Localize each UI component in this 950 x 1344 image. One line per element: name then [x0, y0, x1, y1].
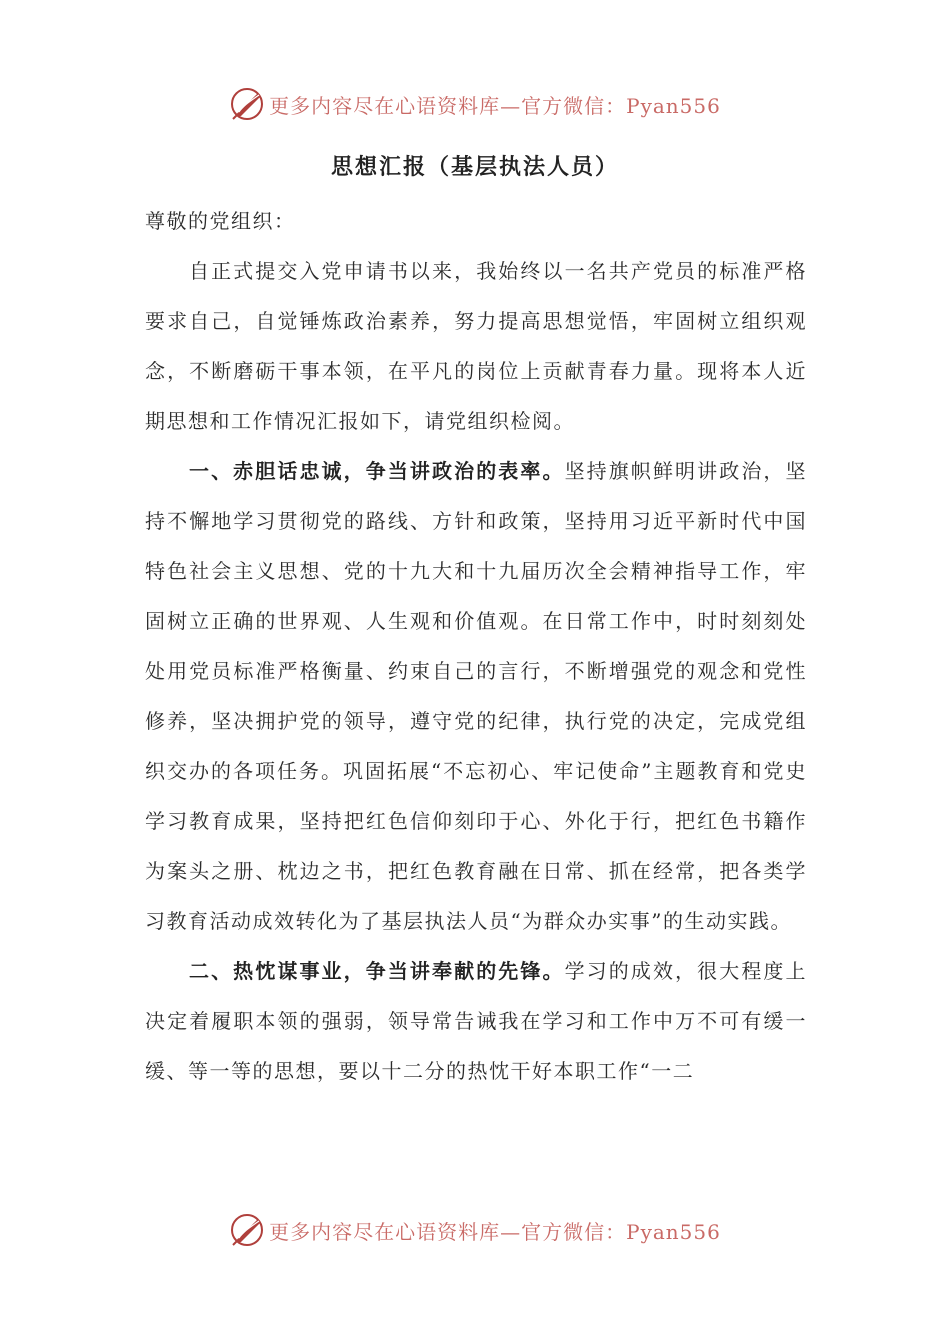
quill-logo-icon [229, 1212, 265, 1248]
banner-text: 更多内容尽在心语资料库—官方微信：Pyan556 [269, 93, 721, 118]
intro-paragraph: 自正式提交入党申请书以来，我始终以一名共产党员的标准严格要求自己，自觉锤炼政治素养，努力提高思想觉悟，牢固树立组织观念，不断磨砺干事本领，在平凡的岗位上贡献青春力量。现将本人近期思想和工作情况汇报如下，请党组织检阅。 [145, 259, 807, 433]
quill-logo-icon [229, 86, 265, 122]
page-title: 思想汇报（基层执法人员） [330, 154, 619, 180]
banner-text: 更多内容尽在心语资料库—官方微信：Pyan556 [269, 1219, 721, 1244]
section-1-paragraph [145, 446, 807, 946]
salutation: 尊敬的党组织： [145, 209, 296, 233]
section-1-heading: 一、赤胆话忠诚，争当讲政治的表率。 [189, 459, 565, 483]
document-body [145, 196, 807, 1096]
section-2-heading: 二、热忱谋事业，争当讲奉献的先锋。 [189, 959, 565, 983]
section-2-paragraph [145, 946, 807, 1096]
footer-banner [0, 1210, 950, 1250]
section-2-body: 学习的成效，很大程度上决定着履职本领的强弱，领导常告诫我在学习和工作中万不可有缓一缓、等一等的思想，要以十二分的热忱干好本职工作“一二 [145, 959, 808, 1083]
header-banner [0, 84, 950, 124]
section-1-body: 坚持旗帜鲜明讲政治，坚持不懈地学习贯彻党的路线、方针和政策，坚持用习近平新时代中国特色社会主义思想、党的十九大和十九届历次全会精神指导工作，牢固树立正确的世界观、人生观和价值观。在日常工作中，时时刻刻处处用党员标准严格衡量、约束自己的言行，不断增强党的观念和党性修养，坚决拥护党的领导，遵守党的纪律，执行党的决定，完成党组织交办的各项任务。巩固拓展“不忘初心、牢记使命”主题教育和党史学习教育成果，坚持把红色信仰刻印于心、外化于行，把红色书籍作为案头之册、枕边之书，把红色教育融在日常、抓在经常，把各类学习教育活动成效转化为了基层执法人员“为群众办实事”的生动实践。 [145, 459, 808, 933]
